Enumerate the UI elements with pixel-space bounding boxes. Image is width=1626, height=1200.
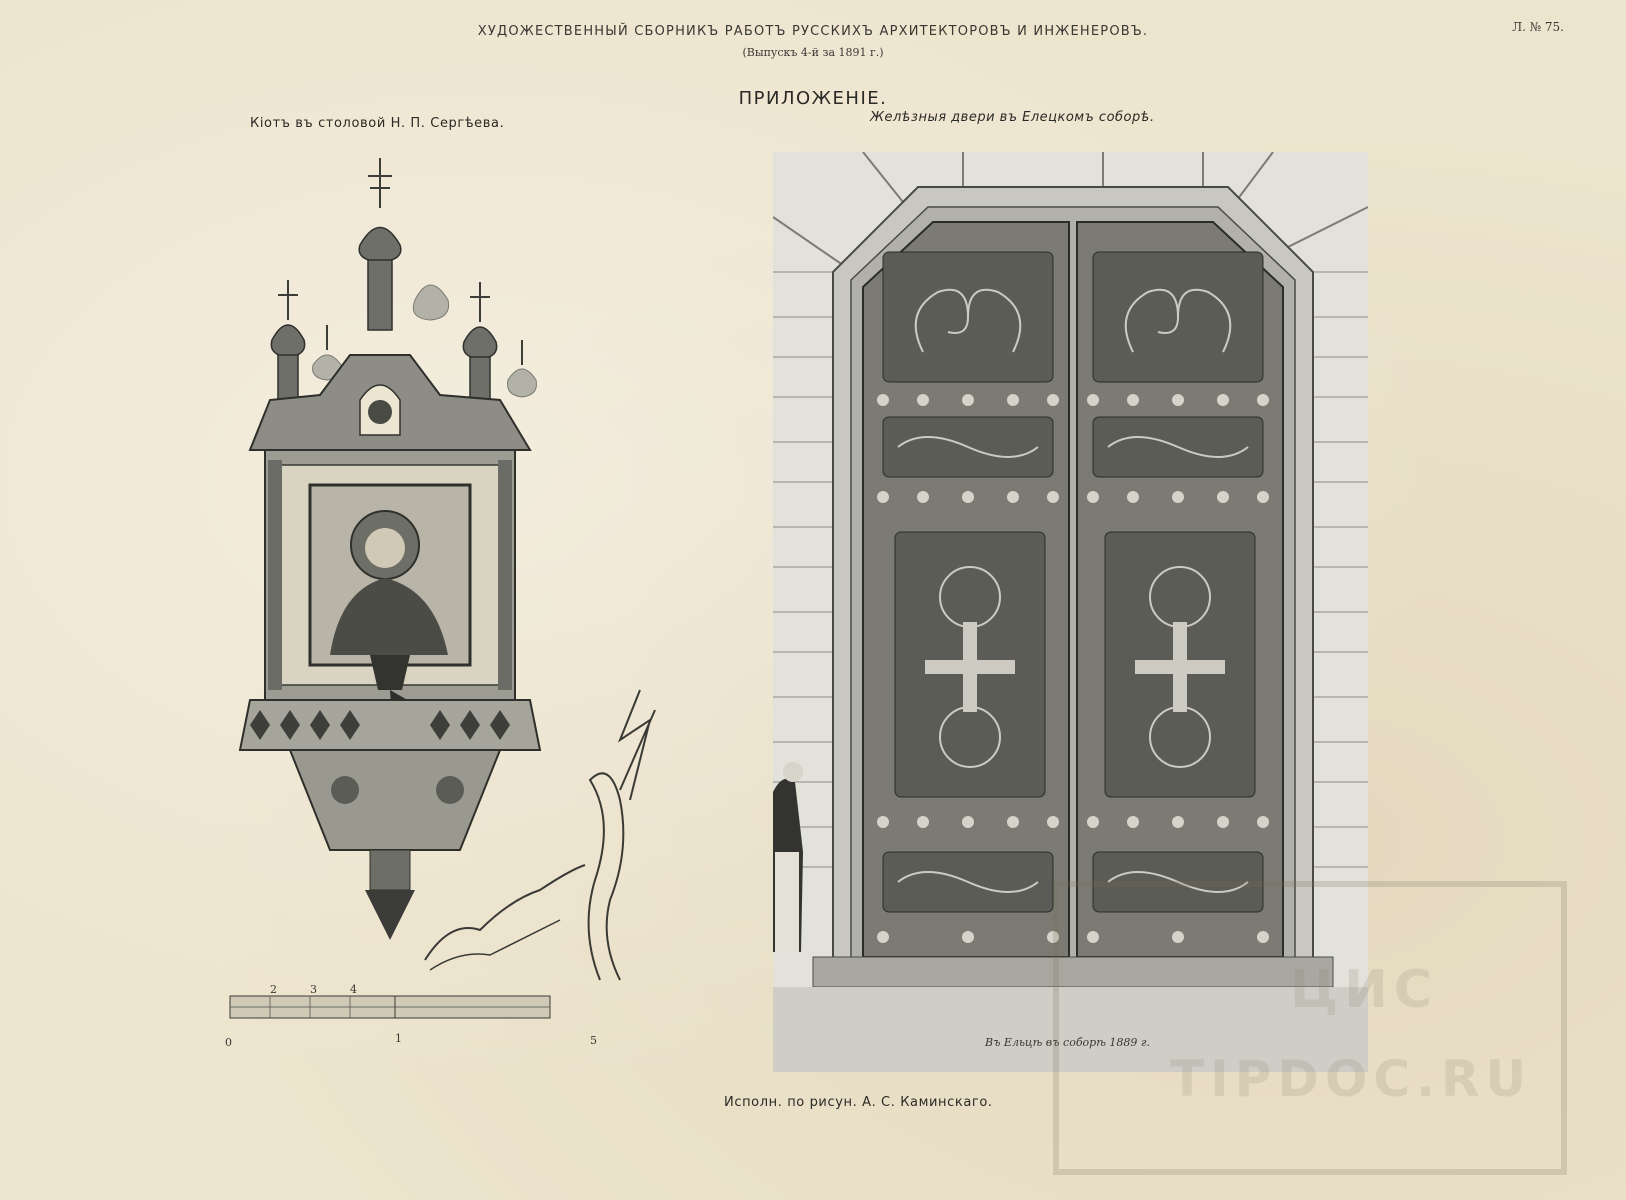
watermark-text-line1: ЦИС [1290, 960, 1438, 1020]
watermark-frame [1050, 878, 1570, 1178]
header-title: ХУДОЖЕСТВЕННЫЙ СБОРНИКЪ РАБОТЪ РУССКИХЪ АРХИТЕКТОРОВЪ И ИНЖЕНЕРОВЪ. [477, 24, 1149, 39]
scale-bar [225, 990, 555, 1030]
photo-inscription: Въ Ельцѣ въ соборѣ 1889 г. [985, 1036, 1150, 1049]
header-subtitle: (Выпускъ 4-й за 1891 г.) [742, 46, 884, 59]
appendix-heading: ПРИЛОЖЕНIЕ. [738, 88, 888, 109]
plate-number: Л. № 75. [1512, 20, 1564, 34]
left-illustration-caption: Кiотъ въ столовой Н. П. Сергѣева. [250, 116, 505, 131]
signature-stroke [420, 860, 590, 980]
bottom-caption: Исполн. по рисун. А. С. Каминскаго. [724, 1095, 993, 1110]
scale-label-5: 5 [590, 1034, 597, 1047]
watermark-text-line2: TIPDOC.RU [1170, 1050, 1533, 1108]
scale-label-1: 1 [395, 1032, 402, 1045]
scale-label-2: 2 [270, 983, 277, 996]
scale-label-0: 0 [225, 1036, 232, 1049]
scale-label-3: 3 [310, 983, 317, 996]
scale-label-4: 4 [350, 983, 357, 996]
right-illustration-caption: Желѣзныя двери въ Елецкомъ соборѣ. [870, 110, 1155, 125]
icon-case-sketch [210, 150, 570, 950]
